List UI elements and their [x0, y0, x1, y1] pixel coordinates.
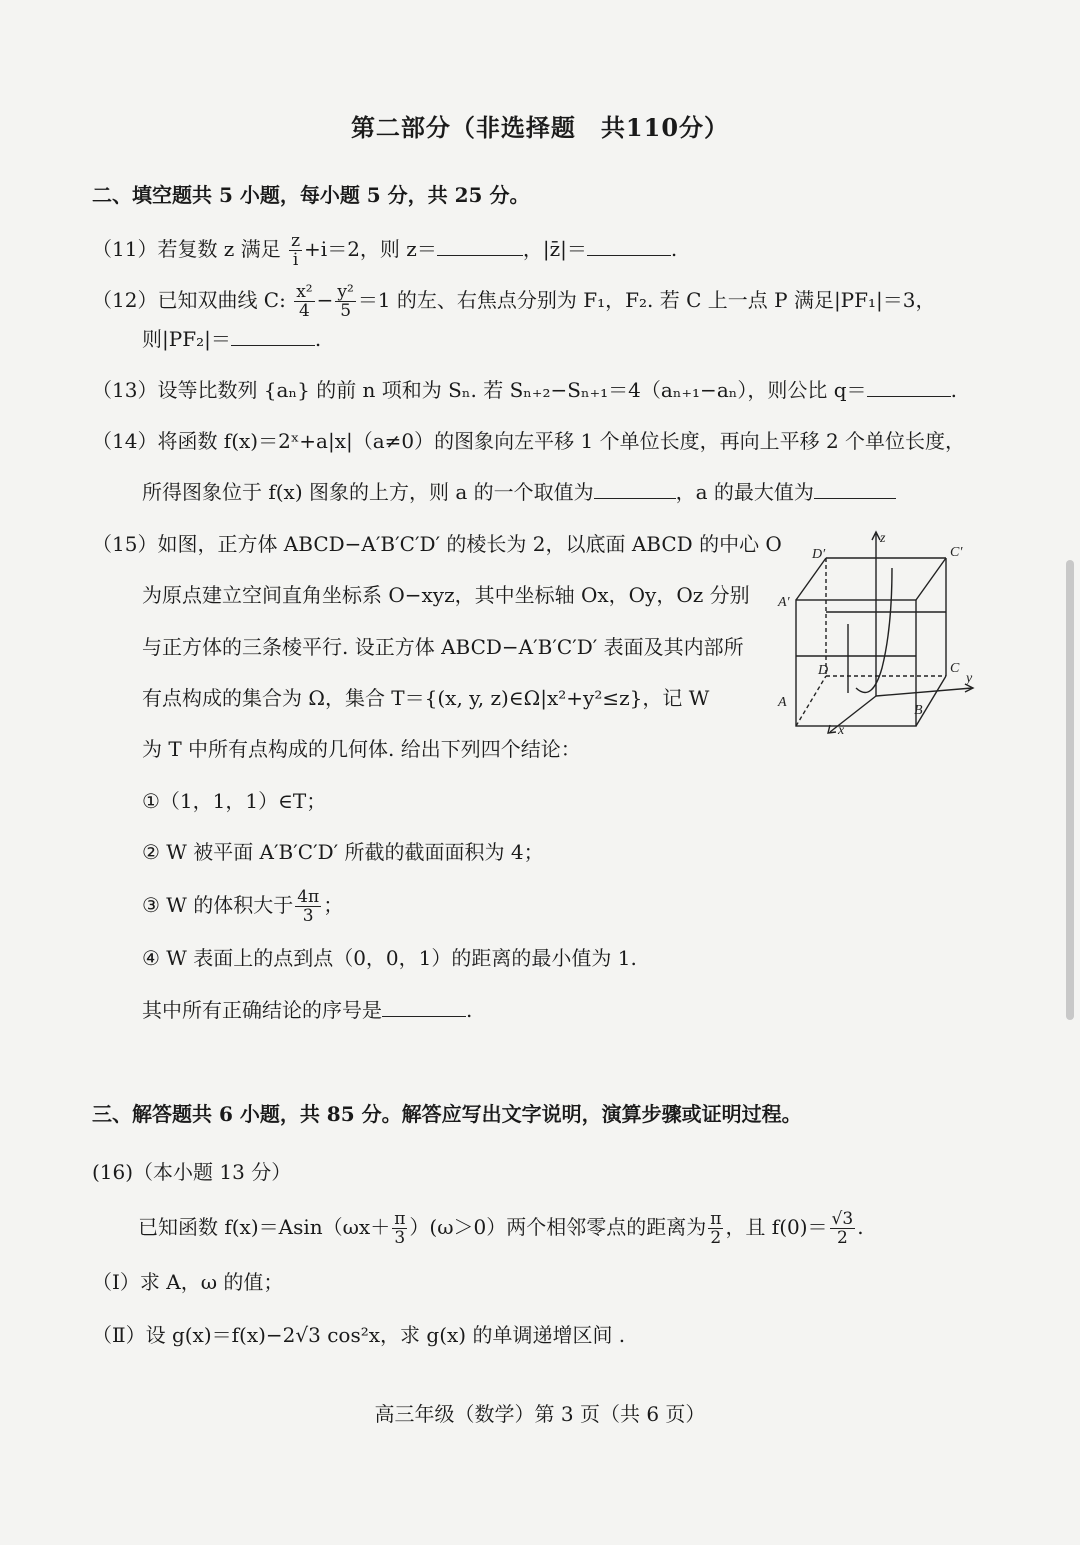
q15-line3: 与正方体的三条棱平行. 设正方体 ABCD−A′B′C′D′ 表面及其内部所 [142, 635, 744, 659]
q11-frac-num: z [291, 231, 301, 251]
part-title: 第二部分（非选择题 共110分） [350, 113, 730, 142]
q11-frac-den: i [292, 250, 299, 270]
q15-conclusion-1: ①（1，1，1）∈T； [142, 789, 327, 813]
q15-ask-text: 其中所有正确结论的序号是 [142, 998, 382, 1022]
cube-front-face [796, 600, 916, 726]
q12-fraction-y [335, 283, 355, 320]
q16-pi3-den: 3 [394, 1228, 406, 1248]
question-12-line2 [142, 325, 321, 353]
label-d: D [818, 663, 829, 678]
q11-mid: ，|z̄|＝ [522, 237, 587, 261]
q15-end: . [466, 998, 473, 1022]
q15-conclusion-4: ④ W 表面上的点到点（0，0，1）的距离的最小值为 1. [142, 946, 637, 970]
y-axis [876, 688, 972, 696]
question-15-line1 [92, 530, 782, 558]
q16-pi2-den: 2 [710, 1228, 722, 1248]
scrollbar-thumb[interactable] [1066, 560, 1074, 1020]
q15-c3-den: 3 [302, 906, 314, 926]
question-11 [92, 232, 677, 269]
q13-blank[interactable] [867, 376, 951, 397]
q14-line2a: 所得图象位于 f(x) 图象的上方，则 a 的一个取值为 [142, 480, 594, 504]
label-b: B [914, 703, 923, 718]
label-a: A [778, 695, 787, 710]
q11-blank-1[interactable] [437, 235, 523, 256]
cube-hidden-edge-left [796, 676, 826, 726]
q15-blank[interactable] [382, 996, 466, 1017]
q12-f2-num: y² [337, 282, 354, 302]
q13-end: . [950, 378, 957, 402]
q16-stem [138, 1210, 864, 1247]
q12-f1-den: 4 [299, 301, 310, 321]
q12-pre: 已知双曲线 C: [157, 288, 286, 312]
q15-c3-post: ； [323, 893, 344, 917]
label-d-prime: D′ [812, 547, 826, 562]
q14-line2b: ，a 的最大值为 [675, 480, 814, 504]
q15-conclusion-2: ② W 被平面 A′B′C′D′ 所截的截面面积为 4； [142, 840, 544, 864]
cube-edge-top-right [916, 558, 946, 600]
q16-stem-end: . [857, 1215, 864, 1239]
section2-heading: 二、填空题共 5 小题，每小题 5 分，共 25 分。 [92, 183, 530, 207]
q15-line2: 为原点建立空间直角坐标系 O−xyz，其中坐标轴 Ox，Oy，Oz 分别 [142, 583, 750, 607]
question-14-line2 [142, 478, 896, 506]
q16-root-fraction [830, 1210, 856, 1247]
page-footer: 高三年级（数学）第 3 页（共 6 页） [374, 1402, 706, 1426]
q11-number: （11） [92, 237, 158, 261]
q15-c3-fraction [295, 888, 321, 925]
q12-line2: 则|PF₂|＝ [142, 327, 231, 351]
q12-end: . [314, 327, 322, 351]
section3-heading: 三、解答题共 6 小题，共 85 分。解答应写出文字说明，演算步骤或证明过程。 [92, 1102, 802, 1126]
q12-f2-den: 5 [340, 301, 352, 321]
q13-text: 设等比数列 {aₙ} 的前 n 项和为 Sₙ. 若 Sₙ₊₂−Sₙ₊₁＝4（aₙ₊₁−aₙ），则公比 q＝ [157, 378, 867, 402]
q13-number: （13） [92, 378, 158, 402]
q16-root-den: 2 [836, 1228, 848, 1248]
q16-part1: （Ⅰ）求 A，ω 的值； [92, 1270, 284, 1294]
q15-conclusion-3 [142, 888, 343, 925]
label-z: z [880, 531, 886, 546]
q15-c3-pre: ③ W 的体积大于 [142, 893, 294, 917]
q15-line5: 为 T 中所有点构成的几何体. 给出下列四个结论： [142, 737, 581, 761]
q11-pre: 若复数 z 满足 [157, 237, 281, 261]
q15-line1: 如图，正方体 ABCD−A′B′C′D′ 的棱长为 2，以底面 ABCD 的中心 O [157, 532, 782, 556]
label-c-prime: C′ [950, 545, 963, 560]
q15-c3-num: 4π [297, 887, 320, 907]
q12-number: （12） [92, 288, 158, 312]
q16-stem-mid: ）(ω＞0）两个相邻零点的距离为 [409, 1215, 707, 1239]
question-12 [92, 283, 936, 320]
q16-stem-pre: 已知函数 f(x)＝Asin（ωx＋ [138, 1215, 391, 1239]
q16-header: (16)（本小题 13 分） [92, 1160, 292, 1184]
q15-line4: 有点构成的集合为 Ω，集合 T＝{(x, y, z)∈Ω|x²+y²≤z}，记 W [142, 686, 710, 710]
q11-end: . [670, 237, 678, 261]
q14-blank-1[interactable] [594, 478, 676, 499]
q12-blank[interactable] [231, 325, 315, 346]
question-14 [92, 427, 965, 455]
label-x: x [838, 723, 845, 738]
q14-blank-2[interactable] [814, 478, 896, 499]
q11-blank-2[interactable] [587, 235, 671, 256]
q12-minus: − [316, 288, 334, 312]
label-c: C [950, 661, 960, 676]
q12-fraction-x [294, 283, 314, 320]
q16-pi2-num: π [710, 1209, 722, 1229]
paraboloid-curve [856, 568, 892, 693]
q14-number: （14） [92, 429, 158, 453]
q15-ask [142, 996, 472, 1024]
cube-figure [772, 528, 982, 738]
label-a-prime: A′ [778, 595, 790, 610]
label-y: y [966, 671, 973, 686]
q11-post: +i＝2，则 z＝ [304, 237, 437, 261]
q16-root-num: √3 [831, 1209, 854, 1229]
q12-post: ＝1 的左、右焦点分别为 F₁，F₂. 若 C 上一点 P 满足|PF₁|＝3， [357, 288, 936, 312]
cube-edge-top-left [796, 558, 826, 600]
q16-stem-mid2: ，且 f(0)＝ [725, 1215, 828, 1239]
cube-edge-bottom-right [916, 676, 946, 726]
q12-f1-num: x² [296, 282, 313, 302]
q11-fraction [289, 232, 302, 269]
question-13 [92, 376, 957, 404]
q15-number: （15） [92, 532, 158, 556]
q16-pi3-num: π [394, 1209, 406, 1229]
q16-pi2-fraction [708, 1210, 723, 1247]
q16-part2: （Ⅱ）设 g(x)＝f(x)−2√3 cos²x，求 g(x) 的单调递增区间 . [92, 1323, 626, 1347]
q14-line1: 将函数 f(x)＝2ˣ+a|x|（a≠0）的图象向左平移 1 个单位长度，再向上平移 2 个单位长度， [157, 429, 966, 453]
q16-pi3-fraction [392, 1210, 407, 1247]
